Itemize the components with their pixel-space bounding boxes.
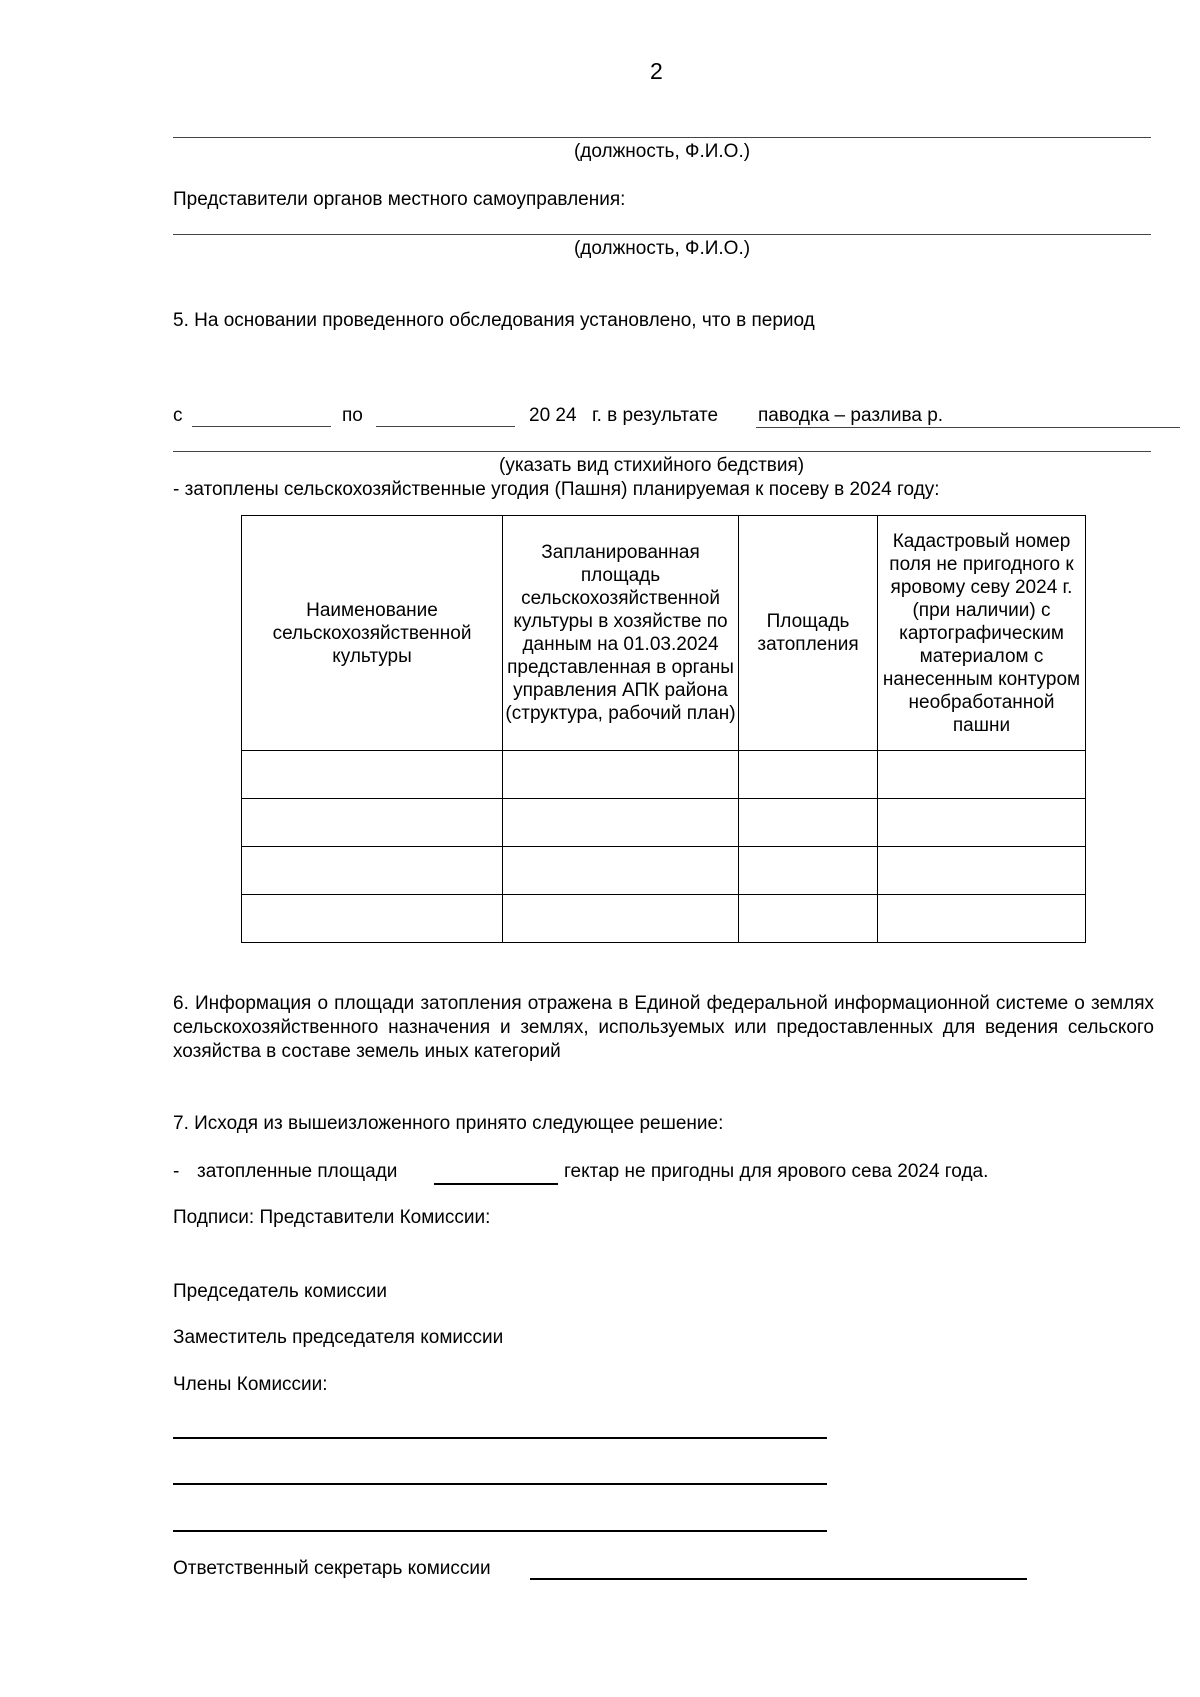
table-row [242, 895, 1086, 943]
table-row [242, 847, 1086, 895]
secretary-signature-line[interactable] [530, 1578, 1027, 1580]
table-cell[interactable] [739, 799, 878, 847]
table-cell[interactable] [503, 895, 739, 943]
item6-text: 6. Информация о площади затопления отражена в Единой федеральной информационной системе о землях сельскохозяйственного назначения и землях, используемых или предоставленных для ведения сельского хозяйства в составе земель иных категорий [173, 993, 1154, 1062]
disaster-caption: (указать вид стихийного бедствия) [499, 455, 805, 476]
table-cell[interactable] [739, 847, 878, 895]
table-cell[interactable] [503, 847, 739, 895]
local-gov-label: Представители органов местного самоуправления: [173, 189, 626, 210]
header-planned-area: Запланированная площадь сельскохозяйственной культуры в хозяйстве по данным на 01.03.2024 представленная в органы управления АПК района (структура, рабочий план) [503, 516, 739, 751]
table-cell[interactable] [242, 895, 503, 943]
disaster-value: паводка – разлива р. [758, 405, 944, 426]
flooded-area-field[interactable] [434, 1183, 558, 1185]
table-row [242, 751, 1086, 799]
table-cell[interactable] [878, 751, 1086, 799]
year-value: 20 24 [529, 405, 577, 426]
table-row [242, 799, 1086, 847]
from-label: с [173, 405, 183, 426]
position-caption: (должность, Ф.И.О.) [573, 141, 751, 162]
table-header-row [242, 516, 1086, 751]
table-cell[interactable] [878, 847, 1086, 895]
item5-text: 5. На основании проведенного обследования установлено, что в период [173, 310, 815, 331]
flooded-area-label: затопленные площади [197, 1161, 398, 1182]
page-number: 2 [650, 58, 663, 84]
table-cell[interactable] [878, 799, 1086, 847]
disaster-field-line[interactable] [756, 427, 1180, 428]
result-text: г. в результате [592, 405, 719, 426]
table-cell[interactable] [878, 895, 1086, 943]
table-cell[interactable] [503, 799, 739, 847]
deputy-chairman-label: Заместитель председателя комиссии [173, 1327, 504, 1348]
to-label: по [342, 405, 363, 426]
members-label: Члены Комиссии: [173, 1374, 328, 1395]
unfit-text: гектар не пригодны для ярового сева 2024 года. [564, 1161, 989, 1182]
header-crop-name: Наименование сельскохозяйственной культуры [242, 516, 503, 751]
chairman-label: Председатель комиссии [173, 1281, 388, 1302]
table-cell[interactable] [242, 847, 503, 895]
item7-text: 7. Исходя из вышеизложенного принято следующее решение: [173, 1113, 724, 1134]
from-date-field[interactable] [192, 426, 331, 427]
flooded-text: - затоплены сельскохозяйственные угодия (Пашня) планируемая к посеву в 2024 году: [173, 479, 940, 500]
header-flood-area: Площадь затопления [739, 516, 878, 751]
item7-dash: - [173, 1161, 180, 1182]
member-signature-line[interactable] [173, 1530, 827, 1532]
secretary-label: Ответственный секретарь комиссии [173, 1558, 491, 1579]
table-cell[interactable] [242, 799, 503, 847]
signature-line [173, 137, 1151, 138]
position-caption: (должность, Ф.И.О.) [573, 238, 751, 259]
signature-line [173, 234, 1151, 235]
table-cell[interactable] [242, 751, 503, 799]
member-signature-line[interactable] [173, 1437, 827, 1439]
to-date-field[interactable] [376, 426, 515, 427]
table-cell[interactable] [503, 751, 739, 799]
member-signature-line[interactable] [173, 1483, 827, 1485]
flood-table [241, 515, 1086, 943]
disaster-type-line[interactable] [173, 451, 1151, 452]
signatures-label: Подписи: Представители Комиссии: [173, 1207, 491, 1228]
table-cell[interactable] [739, 751, 878, 799]
table-cell[interactable] [739, 895, 878, 943]
header-cadastral-number: Кадастровый номер поля не пригодного к яровому севу 2024 г. (при наличии) с картографическим материалом с нанесенным контуром необработанной пашни [878, 516, 1086, 751]
